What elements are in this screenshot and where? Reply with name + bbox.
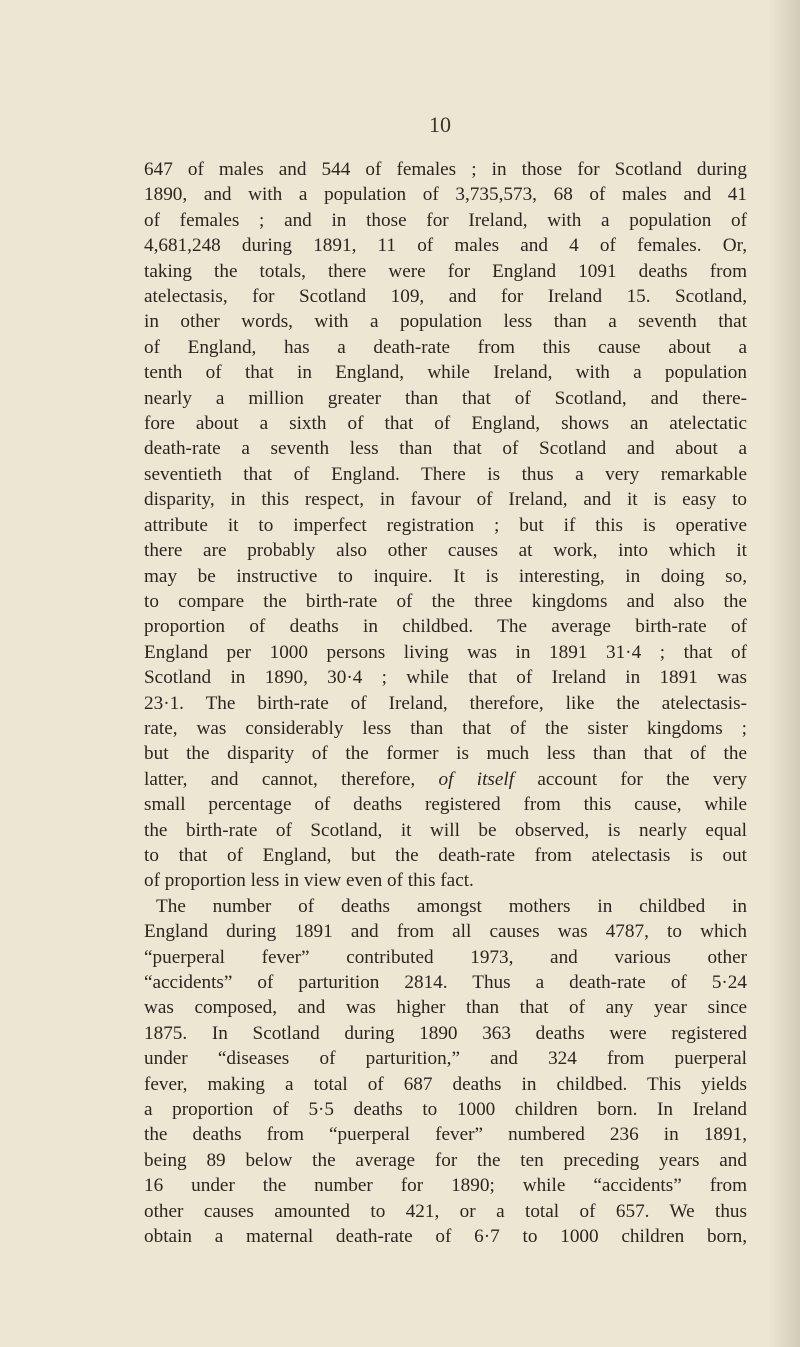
- text-line: other causes amounted to 421, or a total of 657. We thus: [144, 1200, 747, 1222]
- text-line: tenth of that in England, while Ireland, with a population: [144, 362, 747, 384]
- text-line: obtain a maternal death-rate of 6·7 to 1000 children born,: [144, 1226, 747, 1248]
- text-line: disparity, in this respect, in favour of Ireland, and it is easy to: [144, 489, 747, 511]
- text-line: England per 1000 persons living was in 1891 31·4 ; that of: [144, 641, 747, 663]
- text-line: but the disparity of the former is much less than that of the: [144, 743, 747, 765]
- text-line: of proportion less in view even of this fact.: [144, 870, 474, 892]
- text-line: 1875. In Scotland during 1890 363 deaths were registered: [144, 1022, 747, 1044]
- text-line: being 89 below the average for the ten preceding years and: [144, 1149, 747, 1171]
- text-line: The number of deaths amongst mothers in childbed in: [156, 895, 747, 917]
- text-line: fore about a sixth of that of England, shows an atelectatic: [144, 413, 747, 435]
- text-line: the birth-rate of Scotland, it will be observed, is nearly equal: [144, 819, 747, 841]
- text-line: to compare the birth-rate of the three kingdoms and also the: [144, 590, 747, 612]
- text-line: taking the totals, there were for England 1091 deaths from: [144, 260, 747, 282]
- text-line: “accidents” of parturition 2814. Thus a death-rate of 5·24: [144, 972, 747, 993]
- text-line: there are probably also other causes at work, into which it: [144, 540, 747, 562]
- italic-phrase: of itself: [438, 768, 515, 790]
- text-line: [144, 767, 747, 792]
- text-line: to that of England, but the death-rate from atelectasis is out: [144, 844, 747, 866]
- text-line: seventieth that of England. There is thus a very remarkable: [144, 463, 747, 485]
- text-line: of England, has a death-rate from this cause about a: [144, 336, 747, 358]
- text-line: death-rate a seventh less than that of Scotland and about a: [144, 438, 747, 460]
- text-line: atelectasis, for Scotland 109, and for Ireland 15. Scotland,: [144, 286, 747, 308]
- text-line: under “diseases of parturition,” and 324 from puerperal: [144, 1048, 747, 1070]
- text-line: 23·1. The birth-rate of Ireland, therefore, like the atelectasis-: [144, 692, 747, 714]
- text-line: 4,681,248 during 1891, 11 of males and 4 of females. Or,: [144, 235, 747, 257]
- page-number: 10: [429, 112, 451, 137]
- text-line: a proportion of 5·5 deaths to 1000 children born. In Ireland: [144, 1099, 747, 1121]
- text-segment: account for the very: [514, 768, 747, 790]
- text-line: was composed, and was higher than that of any year since: [144, 997, 747, 1019]
- text-line: “puerperal fever” contributed 1973, and various other: [144, 946, 747, 968]
- text-line: England during 1891 and from all causes was 4787, to which: [144, 921, 747, 943]
- text-line: of females ; and in those for Ireland, with a population of: [144, 209, 747, 231]
- text-line: 16 under the number for 1890; while “accidents” from: [144, 1175, 747, 1197]
- text-line: attribute it to imperfect registration ; but if this is operative: [144, 514, 747, 536]
- text-line: the deaths from “puerperal fever” numbered 236 in 1891,: [144, 1124, 747, 1146]
- text-line: in other words, with a population less than a seventh that: [144, 311, 747, 333]
- text-line: 647 of males and 544 of females ; in those for Scotland during: [144, 159, 747, 180]
- text-line: small percentage of deaths registered from this cause, while: [144, 794, 747, 816]
- text-line: 1890, and with a population of 3,735,573, 68 of males and 41: [144, 184, 747, 206]
- text-line: rate, was considerably less than that of the sister kingdoms ;: [144, 717, 747, 739]
- text-line: may be instructive to inquire. It is interesting, in doing so,: [144, 565, 747, 587]
- text-line: Scotland in 1890, 30·4 ; while that of Ireland in 1891 was: [144, 667, 747, 689]
- body-text: [144, 157, 747, 1249]
- text-line: fever, making a total of 687 deaths in childbed. This yields: [144, 1073, 747, 1095]
- text-segment: latter, and cannot, therefore,: [144, 768, 439, 790]
- text-line: proportion of deaths in childbed. The average birth-rate of: [144, 616, 747, 638]
- text-line: nearly a million greater than that of Scotland, and there-: [144, 387, 747, 409]
